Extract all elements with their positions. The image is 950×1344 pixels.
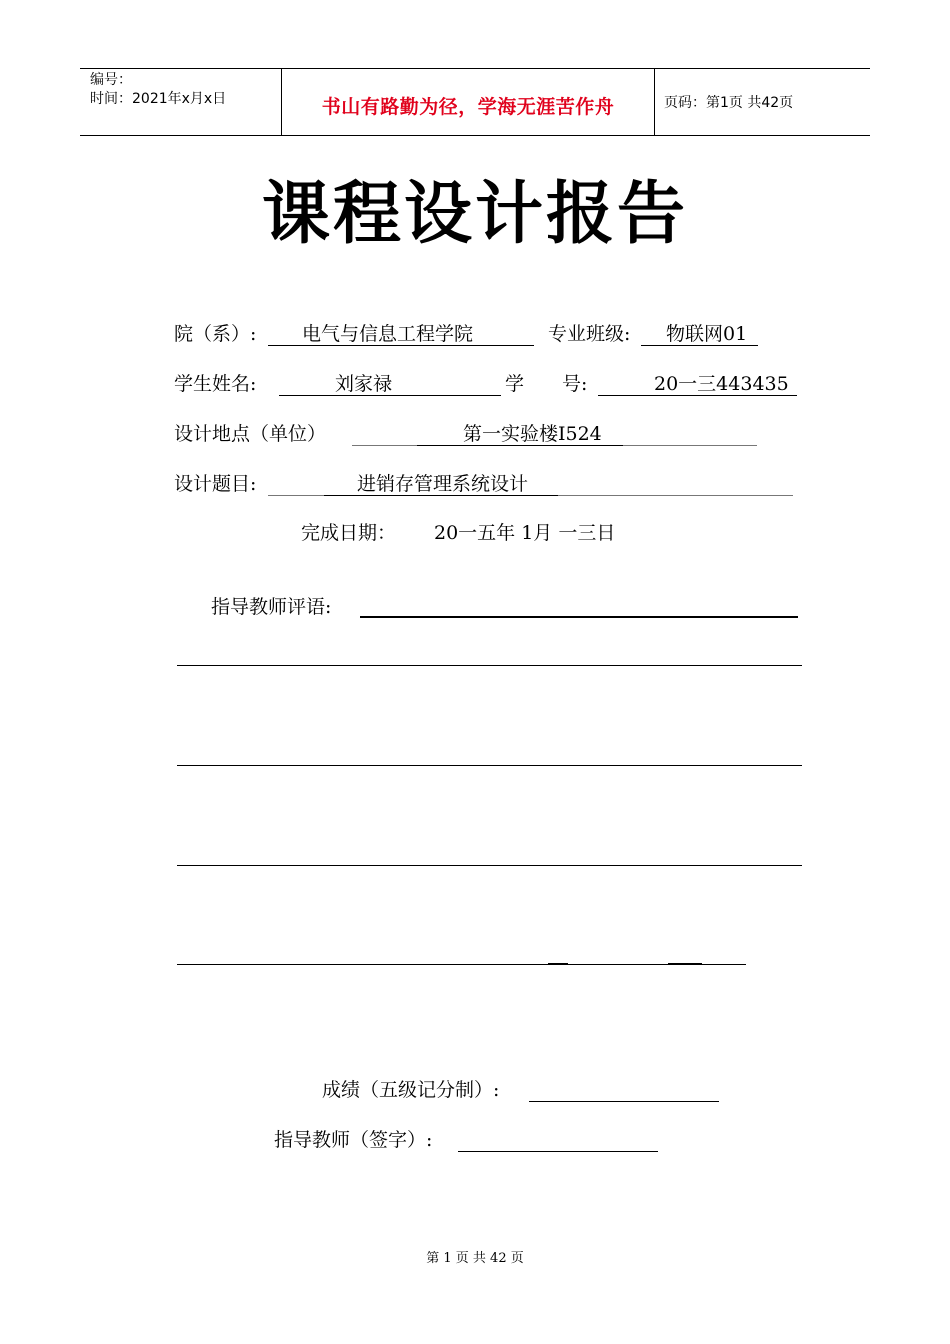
college-label: 院（系）:	[174, 323, 257, 345]
id-label: 学 号:	[505, 373, 588, 395]
comments-line-5	[177, 964, 746, 965]
comments-line-1	[360, 616, 798, 618]
location-label: 设计地点（单位）	[174, 423, 327, 445]
signature-line	[458, 1151, 658, 1152]
grade-line	[529, 1101, 719, 1102]
comments-line-3	[177, 765, 802, 766]
header-page-info: 页码：第1页 共42页	[664, 95, 794, 111]
header-motto: 书山有路勤为径，学海无涯苦作舟	[321, 96, 615, 118]
id-value: 20一三443435	[654, 373, 789, 395]
major-label: 专业班级:	[548, 323, 631, 345]
header-time: 时间：2021年x月x日	[90, 91, 227, 107]
signature-label: 指导教师（签字）:	[274, 1129, 433, 1151]
header-top-border	[80, 68, 870, 69]
student-label: 学生姓名:	[174, 373, 257, 395]
location-value: 第一实验楼I524	[463, 423, 602, 445]
page-title: 课程设计报告	[261, 175, 688, 254]
student-value: 刘家禄	[335, 373, 393, 395]
comments-line-5-mark-b	[668, 963, 702, 965]
topic-value: 进销存管理系统设计	[357, 473, 529, 495]
comments-label: 指导教师评语:	[211, 596, 332, 618]
grade-label: 成绩（五级记分制）:	[322, 1079, 500, 1101]
page-footer: 第 1 页 共 42 页	[426, 1251, 524, 1266]
comments-line-2	[177, 665, 802, 666]
completion-value: 20一五年 1月 一三日	[434, 522, 616, 544]
completion-label: 完成日期：	[301, 522, 397, 544]
comments-line-4	[177, 865, 802, 866]
college-value: 电气与信息工程学院	[302, 323, 474, 345]
header-divider-2	[654, 68, 655, 136]
comments-line-5-mark-a	[548, 963, 568, 965]
header-bottom-border	[80, 135, 870, 136]
major-value: 物联网01	[666, 323, 748, 345]
topic-label: 设计题目:	[174, 473, 257, 495]
header-number-label: 编号：	[90, 72, 132, 88]
